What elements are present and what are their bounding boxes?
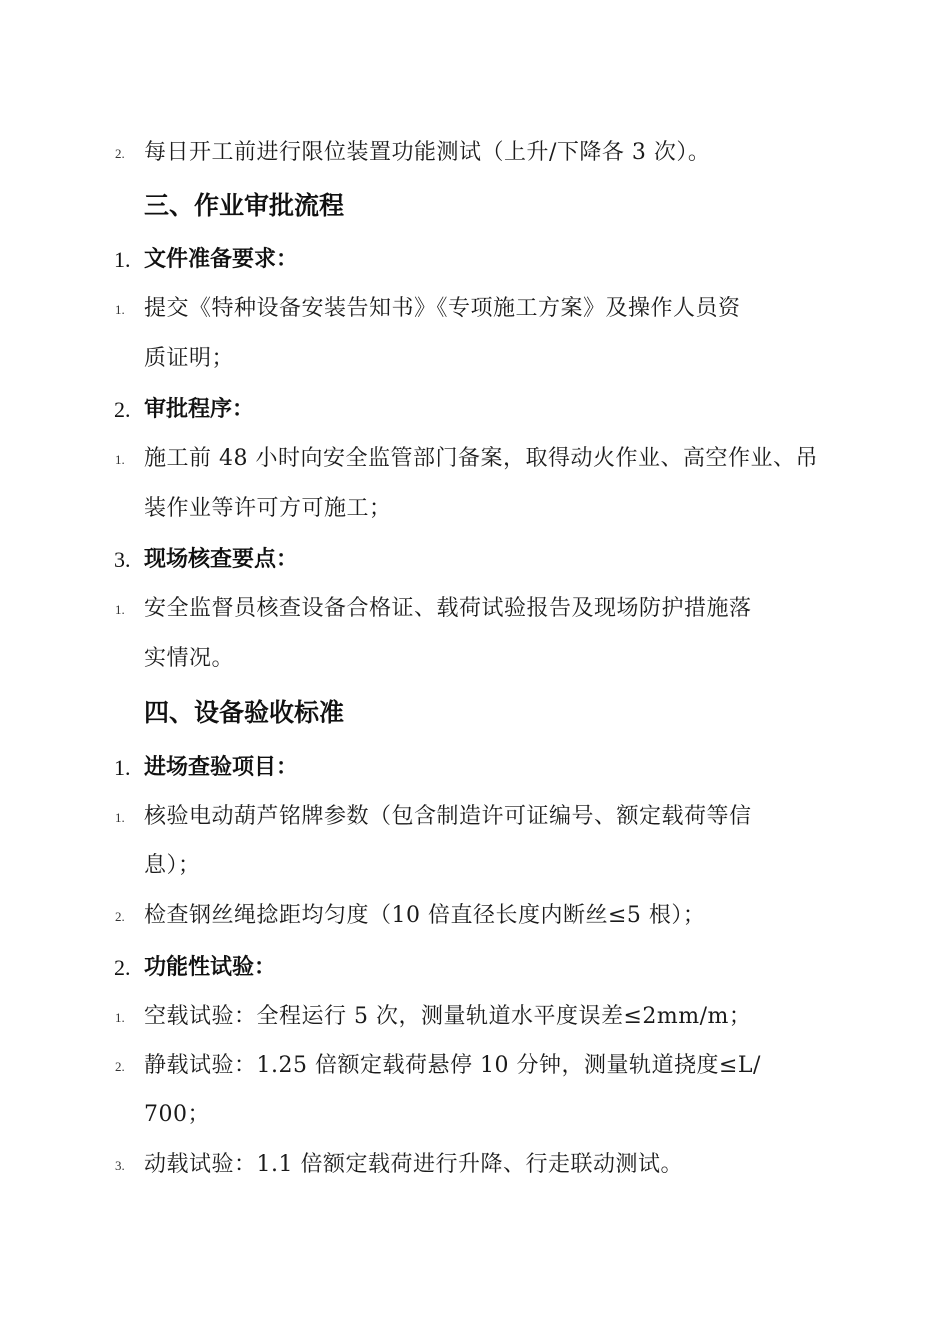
list-item-continuation (0, 853, 950, 893)
list-item-continuation (0, 496, 950, 536)
section-heading (0, 698, 950, 738)
list-item (0, 903, 950, 943)
subheading-text: 审批程序： (144, 397, 255, 422)
subheading-number: 2. (114, 397, 131, 422)
subheading-number: 1. (114, 247, 131, 272)
list-item-text: 实情况。 (144, 646, 235, 671)
subheading (0, 955, 950, 995)
list-item-text: 提交《特种设备安装告知书》《专项施工方案》及操作人员资 (144, 296, 741, 321)
list-item-number: 1. (115, 1010, 125, 1025)
subheading (0, 755, 950, 795)
list-item (0, 140, 950, 180)
list-item (0, 446, 950, 486)
section-heading (0, 191, 950, 231)
list-item-number: 2. (115, 909, 125, 924)
list-item-continuation (0, 346, 950, 386)
list-item-text: 质证明； (144, 346, 235, 371)
list-item-text: 700； (144, 1102, 210, 1127)
list-item-number: 1. (115, 810, 125, 825)
subheading-text: 功能性试验： (144, 955, 277, 980)
list-item-number: 1. (115, 302, 125, 317)
list-item-continuation (0, 646, 950, 686)
list-item (0, 1004, 950, 1044)
subheading-number: 3. (114, 547, 131, 572)
list-item-number: 2. (115, 146, 125, 161)
list-item-number: 2. (115, 1059, 125, 1074)
subheading-number: 2. (114, 955, 131, 980)
list-item-number: 1. (115, 452, 125, 467)
subheading (0, 247, 950, 287)
list-item-text: 息）； (144, 853, 201, 878)
list-item-text: 静载试验：1.25 倍额定载荷悬停 10 分钟，测量轨道挠度≤L/ (144, 1053, 761, 1078)
list-item-text: 每日开工前进行限位装置功能测试（上升/下降各 3 次）。 (144, 140, 711, 165)
subheading (0, 547, 950, 587)
subheading-text: 现场核查要点： (144, 547, 299, 572)
list-item (0, 296, 950, 336)
list-item-text: 核验电动葫芦铭牌参数（包含制造许可证编号、额定载荷等信 (144, 804, 752, 829)
subheading-text: 进场查验项目： (144, 755, 299, 780)
section-heading-text: 三、作业审批流程 (144, 191, 345, 220)
list-item-number: 1. (115, 602, 125, 617)
list-item-continuation (0, 1102, 950, 1142)
subheading-text: 文件准备要求： (144, 247, 299, 272)
list-item-text: 安全监督员核查设备合格证、载荷试验报告及现场防护措施落 (144, 596, 752, 621)
list-item-text: 空载试验：全程运行 5 次，测量轨道水平度误差≤2mm/m； (144, 1004, 752, 1029)
list-item (0, 596, 950, 636)
list-item (0, 1152, 950, 1192)
list-item (0, 804, 950, 844)
section-heading-text: 四、设备验收标准 (144, 698, 345, 727)
list-item-number: 3. (115, 1158, 125, 1173)
list-item-text: 施工前 48 小时向安全监管部门备案，取得动火作业、高空作业、吊 (144, 446, 818, 471)
list-item (0, 1053, 950, 1093)
list-item-text: 检查钢丝绳捻距均匀度（10 倍直径长度内断丝≤5 根）； (144, 903, 706, 928)
subheading-number: 1. (114, 755, 131, 780)
list-item-text: 动载试验：1.1 倍额定载荷进行升降、行走联动测试。 (144, 1152, 683, 1177)
list-item-text: 装作业等许可方可施工； (144, 496, 392, 521)
subheading (0, 397, 950, 437)
